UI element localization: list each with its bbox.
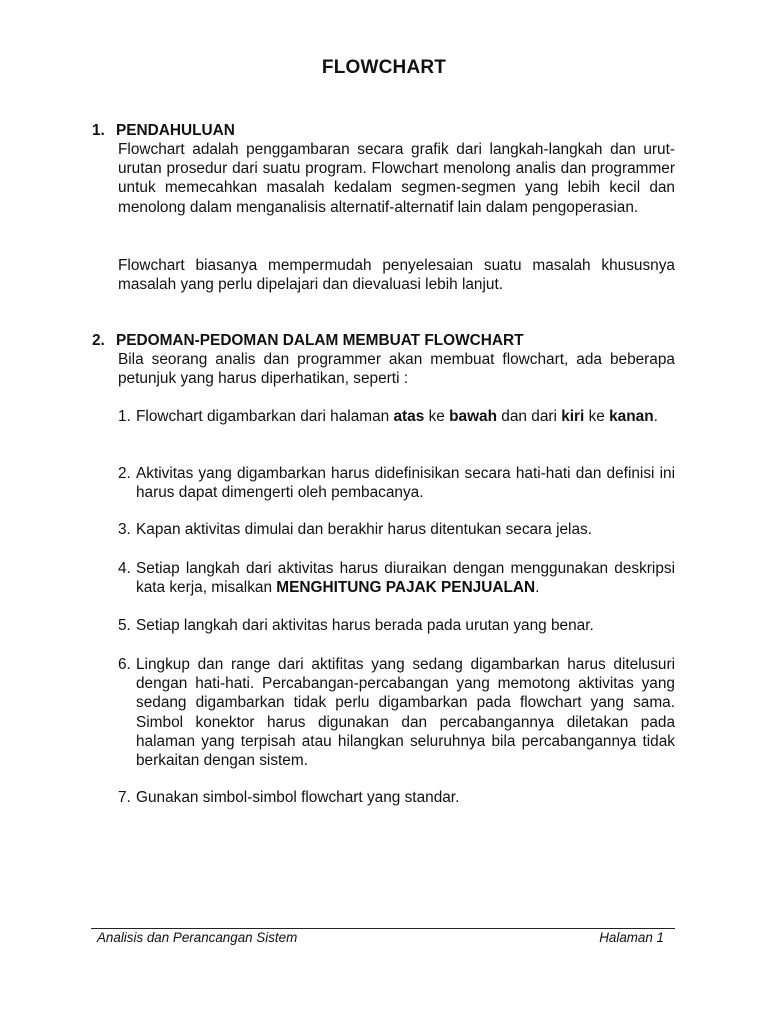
section-title: PENDAHULUAN [116, 122, 235, 139]
list-text: Gunakan simbol-simbol flowchart yang standar. [136, 789, 460, 806]
list-item [118, 559, 675, 597]
list-text: Setiap langkah dari aktivitas harus berada pada urutan yang benar. [136, 617, 594, 634]
list-number: 7. [118, 789, 131, 806]
list-item [118, 655, 675, 770]
list-item [118, 788, 675, 807]
emphasis-kiri: kiri [561, 408, 585, 425]
list-number: 5. [118, 617, 131, 634]
section-number: 2. [92, 332, 105, 349]
list-item [118, 520, 675, 539]
footer-course-title: Analisis dan Perancangan Sistem [97, 930, 298, 945]
list-item [118, 407, 675, 426]
paragraph-definition: Flowchart adalah penggambaran secara grafik dari langkah-langkah dan urut-urutan prosedur dari suatu program. Flowchart menolong analis dan programmer untuk memecahkan masalah kedalam segmen-segmen yang lebih kecil dan menolong dalam menganalisis alternatif-alternatif lain dalam pengoperasian. [118, 141, 675, 216]
list-number: 4. [118, 560, 131, 577]
list-text: Lingkup dan range dari aktifitas yang sedang digambarkan harus ditelusuri dengan hati-hati. Percabangan-percabangan yang memotong aktivitas yang sedang digambarkan tidak perlu digambarkan pada flowchart yang sama. Simbol konektor harus digunakan dan percabangannya diletakan pada halaman yang terpisah atau hilangkan seluruhnya bila percabangannya tidak berkaitan dengan sistem. [136, 656, 675, 770]
emphasis-atas: atas [393, 408, 425, 425]
list-text: Setiap langkah dari aktivitas harus diuraikan dengan menggunakan deskripsi kata kerja, misalkan MENGHITUNG PAJAK PENJUALAN. [136, 560, 675, 597]
emphasis-example: MENGHITUNG PAJAK PENJUALAN [276, 579, 536, 597]
list-number: 3. [118, 521, 131, 538]
list-text: Kapan aktivitas dimulai dan berakhir harus ditentukan secara jelas. [136, 521, 592, 538]
list-number: 6. [118, 656, 131, 673]
paragraph-benefit: Flowchart biasanya mempermudah penyelesaian suatu masalah khususnya masalah yang perlu dipelajari dan dievaluasi lebih lanjut. [118, 257, 675, 294]
section-heading-pendahuluan [92, 121, 235, 140]
footer-divider [91, 928, 675, 929]
page-title: FLOWCHART [321, 57, 447, 78]
paragraph-intro: Bila seorang analis dan programmer akan membuat flowchart, ada beberapa petunjuk yang harus diperhatikan, seperti : [118, 351, 675, 388]
footer-page-number: Halaman 1 [599, 930, 664, 945]
emphasis-kanan: kanan [609, 408, 654, 425]
section-heading-pedoman [92, 331, 524, 350]
list-number: 2. [118, 465, 131, 482]
list-text: Flowchart digambarkan dari halaman atas ke bawah dan dari kiri ke kanan. [136, 408, 658, 425]
list-item [118, 616, 675, 635]
list-text: Aktivitas yang digambarkan harus didefinisikan secara hati-hati dan definisi ini harus dapat dimengerti oleh pembacanya. [136, 465, 675, 502]
list-number: 1. [118, 408, 131, 425]
list-item [118, 464, 675, 502]
section-number: 1. [92, 122, 105, 139]
section-title: PEDOMAN-PEDOMAN DALAM MEMBUAT FLOWCHART [116, 332, 524, 349]
emphasis-bawah: bawah [449, 408, 498, 425]
